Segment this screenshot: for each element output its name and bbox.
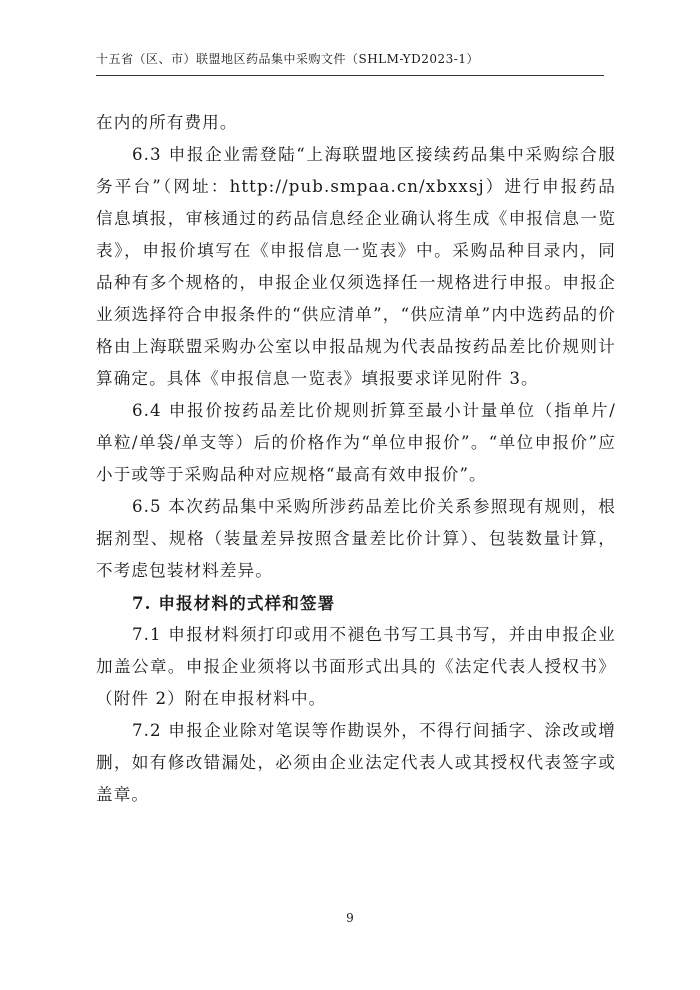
- paragraph-6-3: 6.3 申报企业需登陆“上海联盟地区接续药品集中采购综合服务平台”（网址：http://pub.smpaa.cn/xbxxsj）进行申报药品信息填报，审核通过的药品信息经企业确认将生成《申报信息一览表》，申报价填写在《申报信息一览表》中。采购品种目录内，同品种有多个规格的，申报企业仅须选择任一规格进行申报。申报企业须选择符合申报条件的“供应清单”，“供应清单”内中选药品的价格由上海联盟采购办公室以申报品规为代表品按药品差比价规则计算确定。具体《申报信息一览表》填报要求详见附件 3。: [96, 145, 616, 388]
- document-header: [96, 50, 604, 76]
- paragraph-7-2: 7.2 申报企业除对笔误等作勘误外，不得行间插字、涂改或增删，如有修改错漏处，必须由企业法定代表人或其授权代表签字或盖章。: [96, 721, 616, 804]
- paragraph-7-1: 7.1 申报材料须打印或用不褪色书写工具书写，并由申报企业加盖公章。申报企业须将以书面形式出具的《法定代表人授权书》（附件 2）附在申报材料中。: [96, 625, 616, 708]
- header-title: 十五省（区、市）联盟地区药品集中采购文件（SHLM-YD2023-1）: [96, 52, 479, 66]
- paragraph-6-5: 6.5 本次药品集中采购所涉药品差比价关系参照现有规则，根据剂型、规格（装量差异按照含量差比价计算）、包装数量计算，不考虑包装材料差异。: [96, 497, 616, 580]
- paragraph-continuation: 在内的所有费用。: [96, 113, 238, 132]
- page-number: 9: [346, 911, 354, 925]
- paragraph-6-4: 6.4 申报价按药品差比价规则折算至最小计量单位（指单片/单粒/单袋/单支等）后的价格作为“单位申报价”。“单位申报价”应小于或等于采购品种对应规格“最高有效申报价”。: [96, 401, 616, 484]
- section-heading-7: 7. 申报材料的式样和签署: [132, 593, 336, 613]
- document-body: [96, 107, 616, 811]
